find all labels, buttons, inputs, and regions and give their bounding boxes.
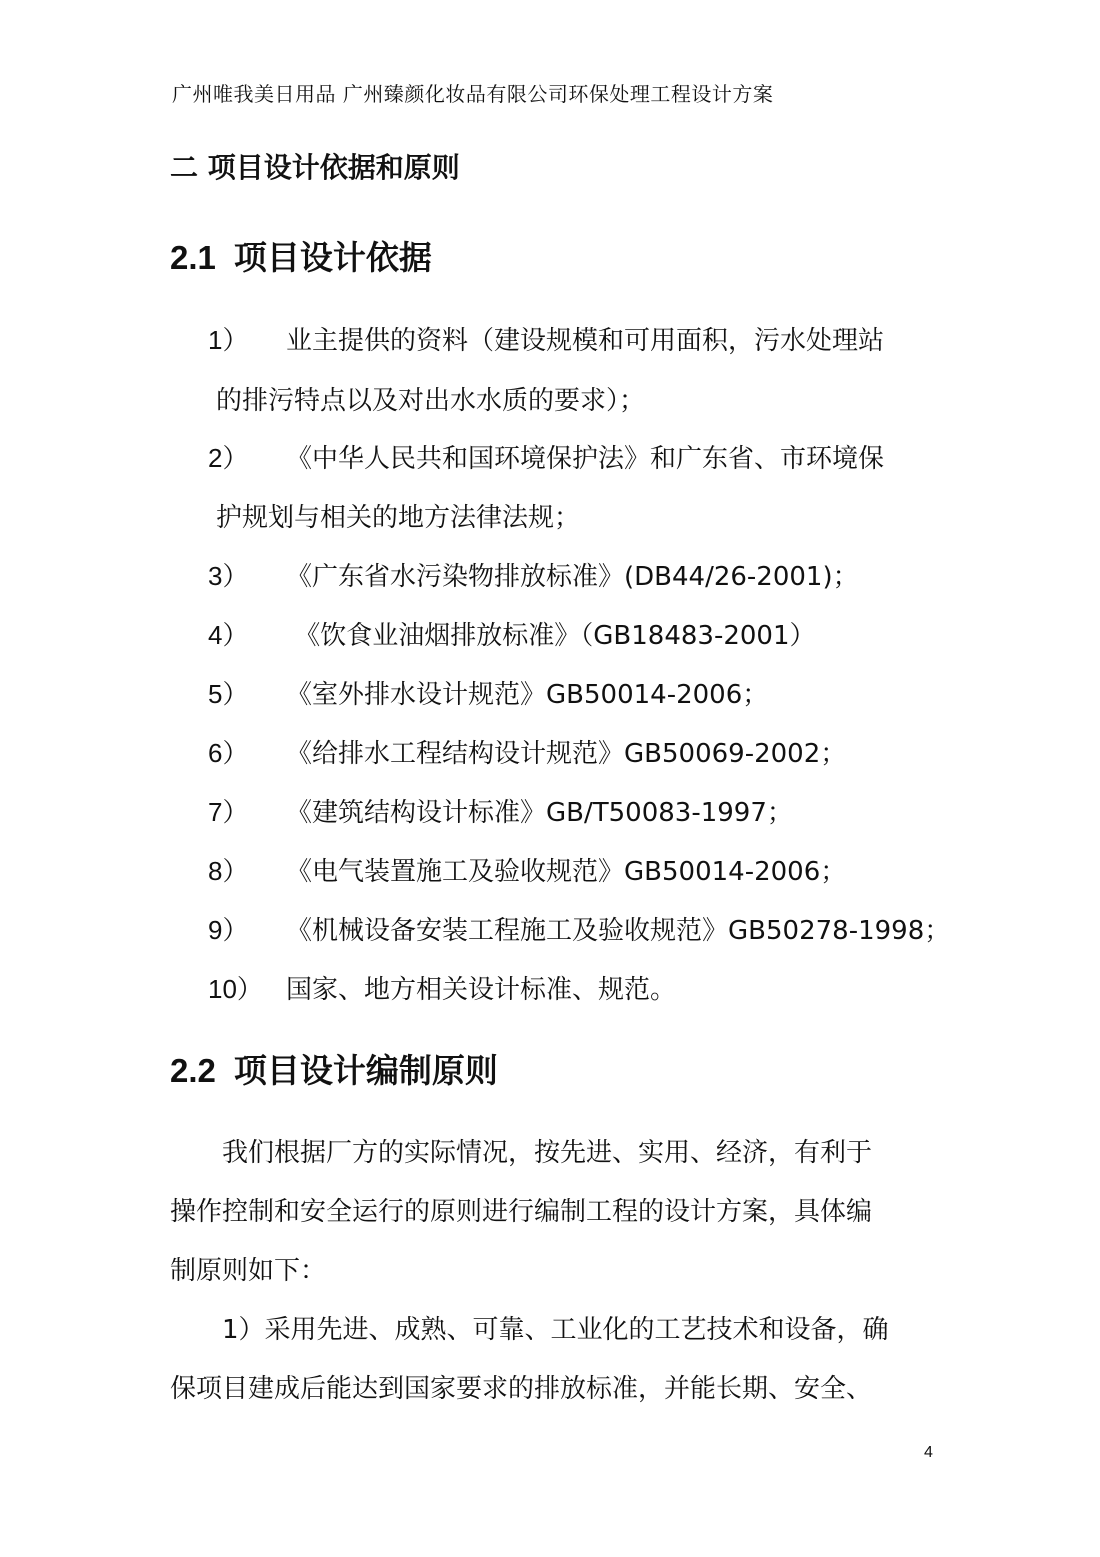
list-item-number: 1） [208, 325, 249, 355]
list-item-text: 《中华人民共和国环境保护法》和广东省、市环境保 [286, 444, 885, 474]
list-item-number: 9） [208, 915, 249, 945]
list-item [208, 556, 859, 593]
list-item-text: 《广东省水污染物排放标准》(DB44/26-2001)； [286, 562, 859, 592]
paragraph-line: 我们根据厂方的实际情况，按先进、实用、经济，有利于 [222, 1138, 873, 1168]
section-title: 项目设计编制原则 [233, 1051, 498, 1090]
page-header: 广州唯我美日用品 广州臻颜化妆品有限公司环保处理工程设计方案 [172, 82, 774, 106]
section-number: 2.1 [170, 239, 216, 276]
list-item-number: 8） [208, 856, 249, 886]
list-item-text: 《室外排水设计规范》GB50014-2006； [286, 680, 769, 710]
list-item [208, 733, 846, 770]
section-title: 项目设计依据 [233, 238, 432, 277]
list-item-text: 《饮食业油烟排放标准》（GB18483-2001） [286, 621, 816, 651]
section-number: 2.2 [170, 1052, 216, 1089]
list-item [208, 851, 846, 888]
list-item-text: 《机械设备安装工程施工及验收规范》GB50278-1998； [286, 916, 951, 946]
list-item [208, 674, 768, 711]
list-item [208, 320, 884, 357]
list-item-text: 《建筑结构设计标准》GB/T50083-1997； [286, 798, 793, 828]
paragraph-line: 保项目建成后能达到国家要求的排放标准，并能长期、安全、 [170, 1374, 873, 1404]
list-item-number: 3） [208, 561, 249, 591]
list-item-number: 4） [208, 620, 249, 650]
paragraph-line: 操作控制和安全运行的原则进行编制工程的设计方案，具体编 [170, 1197, 873, 1227]
list-item-text: 业主提供的资料（建设规模和可用面积，污水处理站 [286, 326, 885, 356]
list-item-continuation: 的排污特点以及对出水水质的要求）； [216, 386, 646, 416]
list-item [208, 438, 884, 475]
list-item-text: 《电气装置施工及验收规范》GB50014-2006； [286, 857, 847, 887]
section-heading-2-2 [170, 1045, 498, 1092]
page-number: 4 [924, 1444, 933, 1461]
paragraph-line: 制原则如下： [170, 1256, 327, 1286]
list-item [208, 615, 816, 652]
list-item [208, 969, 676, 1006]
list-item [208, 910, 950, 947]
list-item-number: 2） [208, 443, 249, 473]
chapter-title: 二 项目设计依据和原则 [170, 151, 460, 184]
list-item-number: 10） [208, 974, 263, 1004]
list-item-number: 6） [208, 738, 249, 768]
list-item [208, 792, 793, 829]
list-item-continuation: 护规划与相关的地方法律法规； [216, 503, 581, 533]
paragraph-line: 1）采用先进、成熟、可靠、工业化的工艺技术和设备，确 [222, 1315, 889, 1345]
list-item-text: 国家、地方相关设计标准、规范。 [286, 975, 677, 1005]
list-item-number: 5） [208, 679, 249, 709]
list-item-text: 《给排水工程结构设计规范》GB50069-2002； [286, 739, 847, 769]
list-item-number: 7） [208, 797, 249, 827]
section-heading-2-1 [170, 232, 432, 279]
